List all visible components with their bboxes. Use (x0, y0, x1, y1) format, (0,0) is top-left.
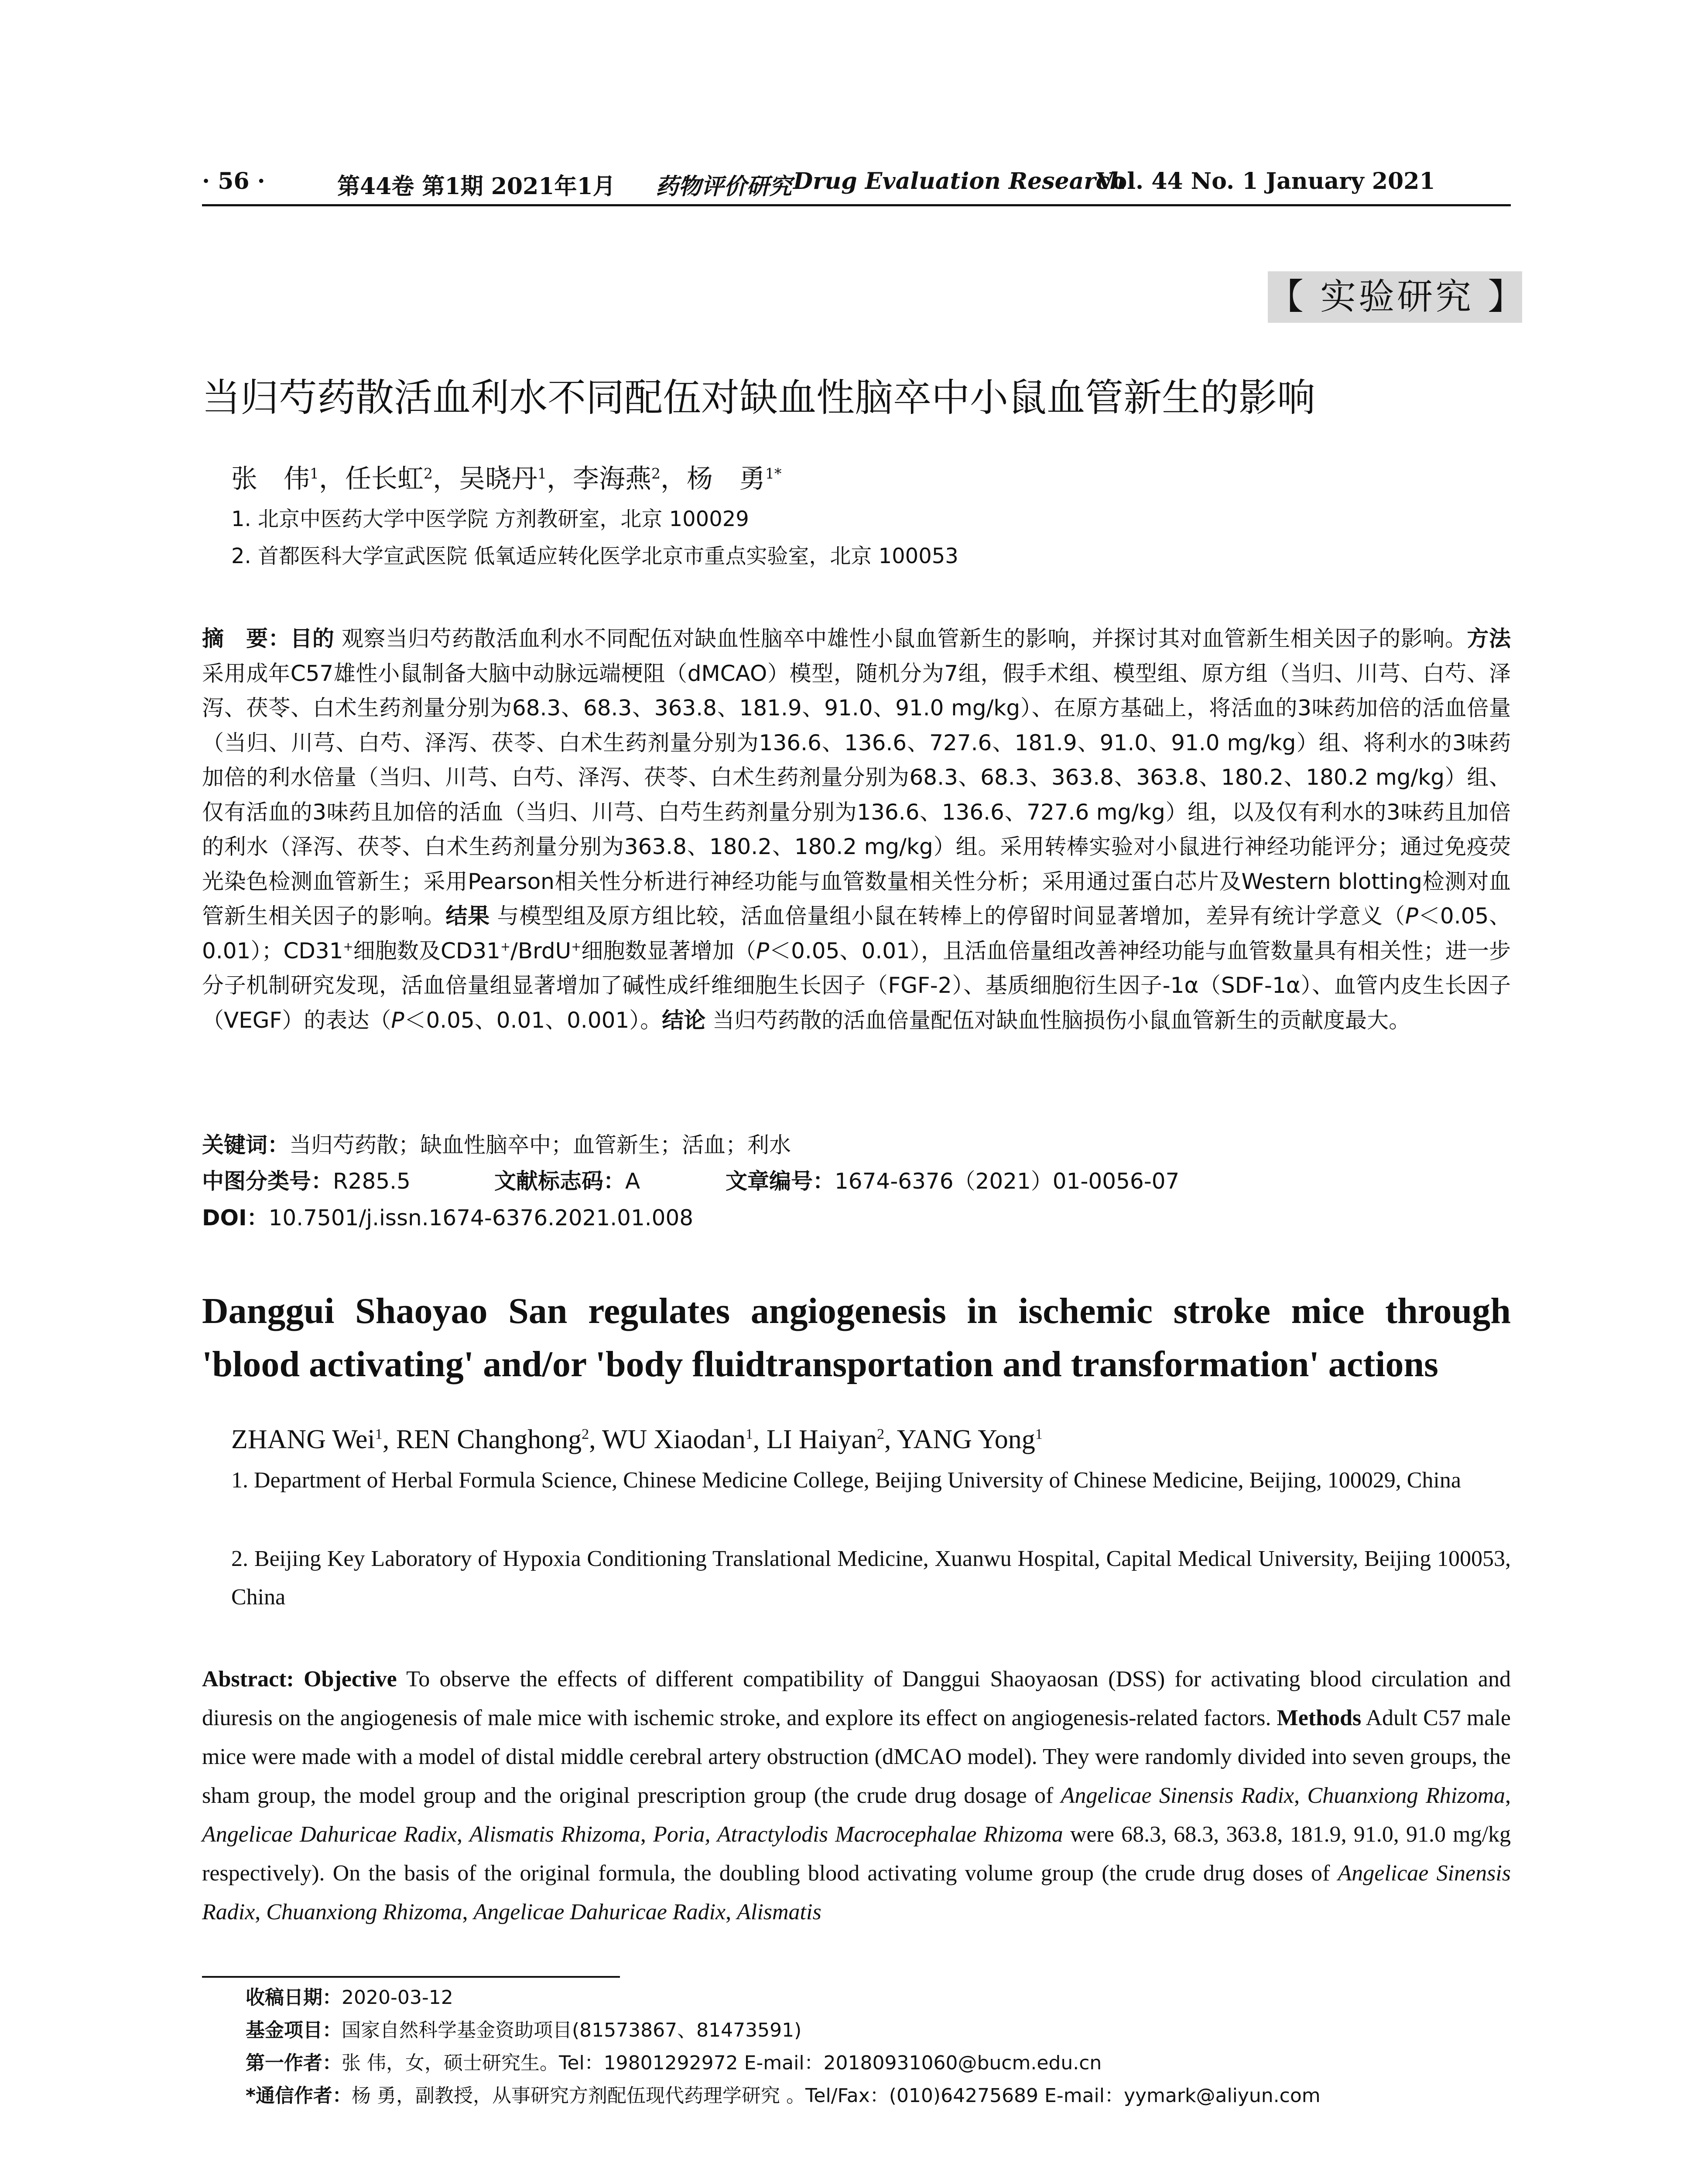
affiliation-en: 2. Beijing Key Laboratory of Hypoxia Conditioning Translational Medicine, Xuanwu Hospital, Capital Medical University, Beijing 100053, China (231, 1546, 1511, 1610)
section-tag: 【 实验研究 】 (1268, 271, 1522, 323)
author-cn: 任长虹$^2$ (345, 464, 433, 494)
header-rule (202, 204, 1511, 206)
page-number: · 56 · (202, 168, 265, 195)
title-cn: 当归芍药散活血利水不同配伍对缺血性脑卒中小鼠血管新生的影响 (202, 375, 1316, 420)
journal-en: Drug Evaluation Research (793, 168, 1126, 195)
affiliation-cn: 2. 首都医科大学宣武医院 低氧适应转化医学北京市重点实验室，北京 100053 (231, 544, 958, 568)
issue-en: Vol. 44 No. 1 January 2021 (1096, 168, 1435, 195)
footnote-rule (202, 1976, 620, 1978)
author-en: ZHANG Wei$^1$ (231, 1425, 383, 1454)
running-header (202, 168, 1511, 203)
author-en: YANG Yong$^1$ (897, 1425, 1043, 1454)
affiliation-en: 1. Department of Herbal Formula Science, Chinese Medicine College, Beijing University of Chinese Medicine, Beijing, 100029, China (231, 1468, 1461, 1493)
article-number: 文章编号：1674-6376（2021）01-0056-07 (726, 1169, 1180, 1194)
abstract-cn: 摘 要：目的 观察当归芍药散活血利水不同配伍对缺血性脑卒中雄性小鼠血管新生的影响，并探讨其对血管新生相关因子的影响。方法 采用成年C57雄性小鼠制备大脑中动脉远端梗阻（dMCAO）模型，随机分为7组，假手术组、模型组、原方组（当归、川芎、白芍、泽泻、茯苓、白术生药剂量分别为68.3、68.3、363.8、181.9、91.0、91.0 mg/kg）、在原方基础上，将活血的3味药加倍的活血倍量（当归、川芎、白芍、泽泻、茯苓、白术生药剂量分别为136.6、136.6、727.6、181.9、91.0、91.0 mg/kg）组、将利水的3味药加倍的利水倍量（当归、川芎、白芍、泽泻、茯苓、白术生药剂量分别为68.3、68.3、363.8、363.8、180.2、180.2 mg/kg）组、仅有活血的3味药且加倍的活血（当归、川芎、白芍生药剂量分别为136.6、136.6、727.6 mg/kg）组，以及仅有利水的3味药且加倍的利水（泽泻、茯苓、白术生药剂量分别为363.8、180.2、180.2 mg/kg）组。采用转棒实验对小鼠进行神经功能评分；通过免疫荧光染色检测血管新生；采用Pearson相关性分析进行神经功能与血管数量相关性分析；采用通过蛋白芯片及Western blotting检测对血管新生相关因子的影响。结果 与模型组及原方组比较，活血倍量组小鼠在转棒上的停留时间显著增加，差异有统计学意义（P＜0.05、0.01）；CD31+细胞数及CD31+/BrdU+细胞数显著增加（P＜0.05、0.01），且活血倍量组改善神经功能与血管数量具有相关性；进一步分子机制研究发现，活血倍量组显著增加了碱性成纤维细胞生长因子（FGF-2）、基质细胞衍生因子-1α（SDF-1α）、血管内皮生长因子（VEGF）的表达（P＜0.05、0.01、0.001）。结论 当归芍药散的活血倍量配伍对缺血性脑损伤小鼠血管新生的贡献度最大。 (202, 626, 1511, 1033)
author-cn: 张 伟$^1$ (231, 464, 319, 494)
journal-cn: 药物评价研究 (656, 173, 792, 200)
author-cn: 吴晓丹$^1$ (459, 464, 547, 494)
authors-cn: 张 伟$^1$，任长虹$^2$，吴晓丹$^1$，李海燕$^2$，杨 勇$^{1*}$ (231, 464, 782, 494)
author-cn: 李海燕$^2$ (573, 464, 661, 494)
doc-code: 文献标志码：A (494, 1169, 640, 1194)
affiliation-cn: 1. 北京中医药大学中医学院 方剂教研室，北京 100029 (231, 507, 749, 531)
title-en: Danggui Shaoyao San regulates angiogenesis in ischemic stroke mice through 'blood activating' and/or 'body fluidtransportation and transformation' actions (202, 1291, 1511, 1384)
author-en: LI Haiyan$^2$ (766, 1425, 885, 1454)
issue-cn: 第44卷 第1期 2021年1月 (337, 173, 616, 200)
footnote-first-author: 第一作者：张 伟，女，硕士研究生。Tel：19801292972 E-mail：20180931060@bucm.edu.cn (246, 2052, 1102, 2074)
clc: 中图分类号：R285.5 (202, 1169, 411, 1194)
author-en: REN Changhong$^2$ (396, 1425, 589, 1454)
footnote-corresponding: *通信作者：杨 勇，副教授，从事研究方剂配伍现代药理学研究 。Tel/Fax：(010)64275689 E-mail：yymark@aliyun.com (246, 2085, 1321, 2107)
keywords-cn: 关键词：当归芍药散；缺血性脑卒中；血管新生；活血；利水 (202, 1132, 791, 1158)
authors-en: ZHANG Wei$^1$, REN Changhong$^2$, WU Xiaodan$^1$, LI Haiyan$^2$, YANG Yong$^1$ (231, 1425, 1043, 1454)
author-cn: 杨 勇$^{1*}$ (687, 464, 782, 494)
doi-line: DOI：10.7501/j.issn.1674-6376.2021.01.008 (202, 1205, 694, 1231)
author-en: WU Xiaodan$^1$ (602, 1425, 753, 1454)
footnote-funding: 基金项目：国家自然科学基金资助项目(81573867、81473591) (246, 2019, 802, 2041)
abstract-en: Abstract: Objective To observe the effects of different compatibility of Danggui Shaoyaosan (DSS) for activating blood circulation and diuresis on the angiogenesis of male mice with ischemic stroke, and explore its effect on angiogenesis-related factors. Methods Adult C57 male mice were made with a model of distal middle cerebral artery obstruction (dMCAO model). They were randomly divided into seven groups, the sham group, the model group and the original prescription group (the crude drug dosage of Angelicae Sinensis Radix, Chuanxiong Rhizoma, Angelicae Dahuricae Radix, Alismatis Rhizoma, Poria, Atractylodis Macrocephalae Rhizoma were 68.3, 68.3, 363.8, 181.9, 91.0, 91.0 mg/kg respectively). On the basis of the original formula, the doubling blood activating volume group (the crude drug doses of Angelicae Sinensis Radix, Chuanxiong Rhizoma, Angelicae Dahuricae Radix, Alismatis (202, 1667, 1511, 1925)
footnote-received: 收稿日期：2020-03-12 (246, 1986, 453, 2009)
